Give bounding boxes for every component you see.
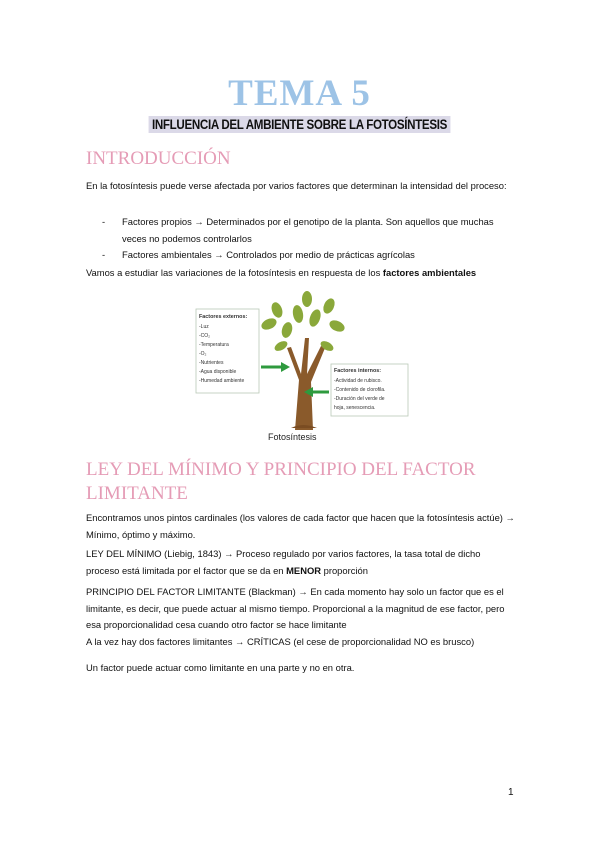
internal-factor-item: -Actividad de rubisco. — [334, 378, 382, 384]
law-heading-line1: LEY DEL MÍNIMO Y PRINCIPIO DEL FACTOR — [86, 459, 476, 480]
subtitle-container — [0, 116, 599, 134]
intro-closing-bold: factores ambientales — [382, 267, 477, 278]
internal-factors-title: Factores internos: — [334, 368, 382, 374]
external-factors-title: Factores externos: — [199, 314, 248, 320]
bullet-item — [86, 214, 516, 247]
external-factor-item: -O₂ — [199, 351, 207, 357]
tree-leaves — [260, 291, 347, 353]
bullet-item — [86, 247, 516, 264]
intro-bullet-list — [86, 214, 516, 264]
law-p2-suffix: proporción — [321, 564, 368, 576]
bullet-text: Factores ambientales → Controlados por medio de prácticas agrícolas — [122, 249, 415, 260]
bullet-text: Factores propios → Determinados por el genotipo de la planta. Son aquellos que muchas veces no podemos controlarlos — [122, 216, 494, 244]
law-paragraph-3: PRINCIPIO DEL FACTOR LIMITANTE (Blackman) → En cada momento hay solo un factor que es el limitante, es decir, que puede actuar al mismo tiempo. Proporcional a la magnitud de ese factor, pero esa proporcionalidad cesa cuando otro factor se hace limitante — [86, 586, 505, 630]
tree-trunk — [287, 338, 325, 430]
intro-paragraph: En la fotosíntesis puede verse afectada por varios factores que determinan la intensidad del proceso: — [86, 180, 507, 191]
law-paragraph-2 — [86, 546, 516, 579]
law-heading — [86, 458, 476, 506]
external-factor-item: -CO₂ — [199, 333, 211, 339]
figure-caption: Fotosíntesis — [268, 432, 317, 442]
external-arrow — [261, 362, 290, 372]
internal-factor-item: -Contenido de clorofila. — [334, 387, 386, 393]
law-paragraph-4: A la vez hay dos factores limitantes → CRÍTICAS (el cese de proporcionalidad NO es brusco) — [86, 636, 475, 647]
internal-factor-item: -Duración del verde de — [334, 396, 385, 402]
external-factor-item: -Luz — [199, 324, 209, 330]
law-paragraph-1: Encontramos unos pintos cardinales (los valores de cada factor que hacen que la fotosíntesis actúe) → Mínimo, óptimo y máximo. — [86, 512, 515, 540]
law-paragraph-5: Un factor puede actuar como limitante en una parte y no en otra. — [86, 662, 355, 673]
law-p2-bold: MENOR — [286, 564, 322, 576]
bullet-dash: - — [102, 249, 106, 260]
photosynthesis-figure — [195, 290, 410, 445]
external-factor-item: -Agua disponible — [199, 369, 237, 375]
page-subtitle: INFLUENCIA DEL AMBIENTE SOBRE LA FOTOSÍNTESIS — [149, 116, 451, 133]
external-factor-item: -Nutrientes — [199, 360, 224, 366]
page-title: TEMA 5 — [228, 73, 371, 114]
intro-heading: INTRODUCCIÓN — [86, 148, 231, 169]
law-p2-text: LEY DEL MÍNIMO (Liebig, 1843) → Proceso regulado por varios factores, la tasa total de dicho proceso está limitada por el factor que se da en — [86, 548, 481, 576]
external-factor-item: -Temperatura — [199, 342, 229, 348]
page-number: 1 — [508, 787, 514, 798]
bullet-dash: - — [102, 216, 106, 227]
law-heading-line2: LIMITANTE — [86, 483, 188, 504]
external-factor-item: -Humedad ambiente — [199, 378, 245, 384]
intro-closing — [86, 265, 526, 282]
intro-closing-text: Vamos a estudiar las variaciones de la fotosíntesis en respuesta de los — [86, 267, 383, 278]
internal-factor-item: hoja, senescencia. — [334, 405, 376, 411]
